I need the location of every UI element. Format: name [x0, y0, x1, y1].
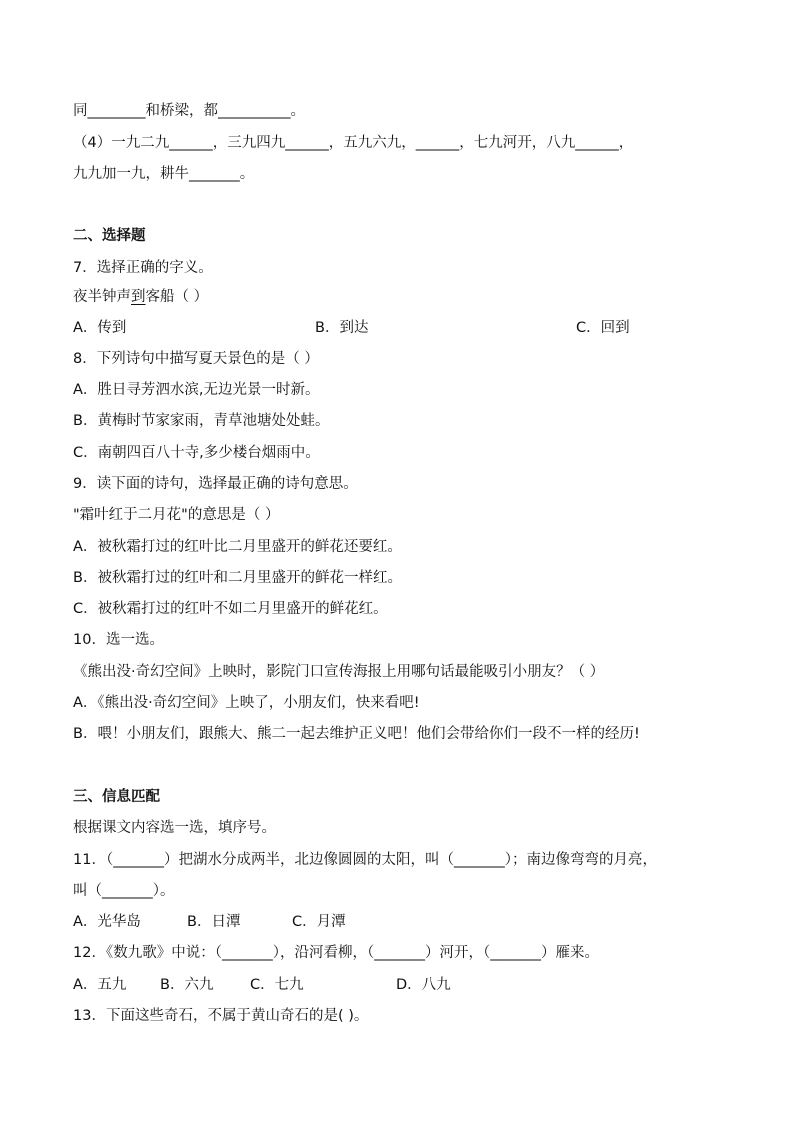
poem-text-underlined: 到: [131, 289, 146, 305]
question-7-option-c: C．回到: [576, 320, 630, 336]
question-12-option-b: B．六九: [160, 977, 214, 993]
section-3-intro: 根据课文内容选一选，填序号。: [73, 820, 276, 836]
fill-blank-line-gengniu: 九九加一九，耕牛_______。: [73, 166, 255, 182]
question-12-stem: 12．《数九歌》中说：（_______），沿河看柳，（_______）河开，（_______）雁来。: [73, 945, 599, 961]
question-9-stem: 9．读下面的诗句，选择最正确的诗句意思。: [73, 476, 358, 492]
section-heading-choice: 二、选择题: [73, 228, 146, 244]
question-9-option-c: C．被秋霜打过的红叶不如二月里盛开的鲜花红。: [73, 601, 388, 617]
question-7-option-b: B．到达: [315, 320, 369, 336]
question-7-poem-line: [73, 287, 208, 307]
question-10-option-b: B．喂！小朋友们，跟熊大、熊二一起去维护正义吧！他们会带给你们一段不一样的经历!: [73, 726, 640, 742]
poem-text-after: 客船（ ）: [145, 289, 209, 305]
question-11-option-a: A．光华岛: [73, 914, 141, 930]
question-8-option-b: B．黄梅时节家家雨，青草池塘处处蛙。: [73, 413, 330, 429]
fill-blank-line-shujiu: （4）一九二九______，三九四九______，五九六九，______，七九河开，八九______，: [73, 135, 634, 151]
question-7-option-a: A．传到: [73, 320, 127, 336]
question-8-option-a: A．胜日寻芳泗水滨,无边光景一时新。: [73, 382, 320, 398]
question-11-line-2: 叫（_______）。: [73, 883, 175, 899]
question-11-option-b: B．日潭: [187, 914, 241, 930]
question-9-option-b: B．被秋霜打过的红叶和二月里盛开的鲜花一样红。: [73, 570, 402, 586]
question-8-stem: 8．下列诗句中描写夏天景色的是（ ）: [73, 351, 319, 367]
question-11-line-1: 11．（_______）把湖水分成两半，北边像圆圆的太阳，叫（_______）；南边像弯弯的月亮，: [73, 852, 657, 868]
question-11-option-c: C．月潭: [292, 914, 346, 930]
section-heading-matching: 三、信息匹配: [73, 789, 160, 805]
question-12-option-d: D．八九: [396, 977, 451, 993]
question-8-option-c: C．南朝四百八十寺,多少楼台烟雨中。: [73, 445, 320, 461]
question-9-option-a: A．被秋霜打过的红叶比二月里盛开的鲜花还要红。: [73, 539, 402, 555]
question-10-option-a: A．《熊出没·奇幻空间》上映了，小朋友们，快来看吧!: [73, 695, 420, 711]
question-13-stem: 13．下面这些奇石，不属于黄山奇石的是( )。: [73, 1008, 369, 1024]
question-9-sub: "霜叶红于二月花"的意思是（ ）: [73, 507, 280, 523]
question-12-option-c: C．七九: [250, 977, 304, 993]
fill-blank-line-bridge: 同________和桥梁，都__________。: [73, 103, 305, 119]
poem-text-before: 夜半钟声: [73, 289, 131, 305]
question-10-sub: 《熊出没·奇幻空间》上映时，影院门口宣传海报上用哪句话最能吸引小朋友？（ ）: [73, 664, 605, 680]
question-7-stem: 7．选择正确的字义。: [73, 260, 213, 276]
question-10-stem: 10．选一选。: [73, 632, 164, 648]
question-12-option-a: A．五九: [73, 977, 127, 993]
